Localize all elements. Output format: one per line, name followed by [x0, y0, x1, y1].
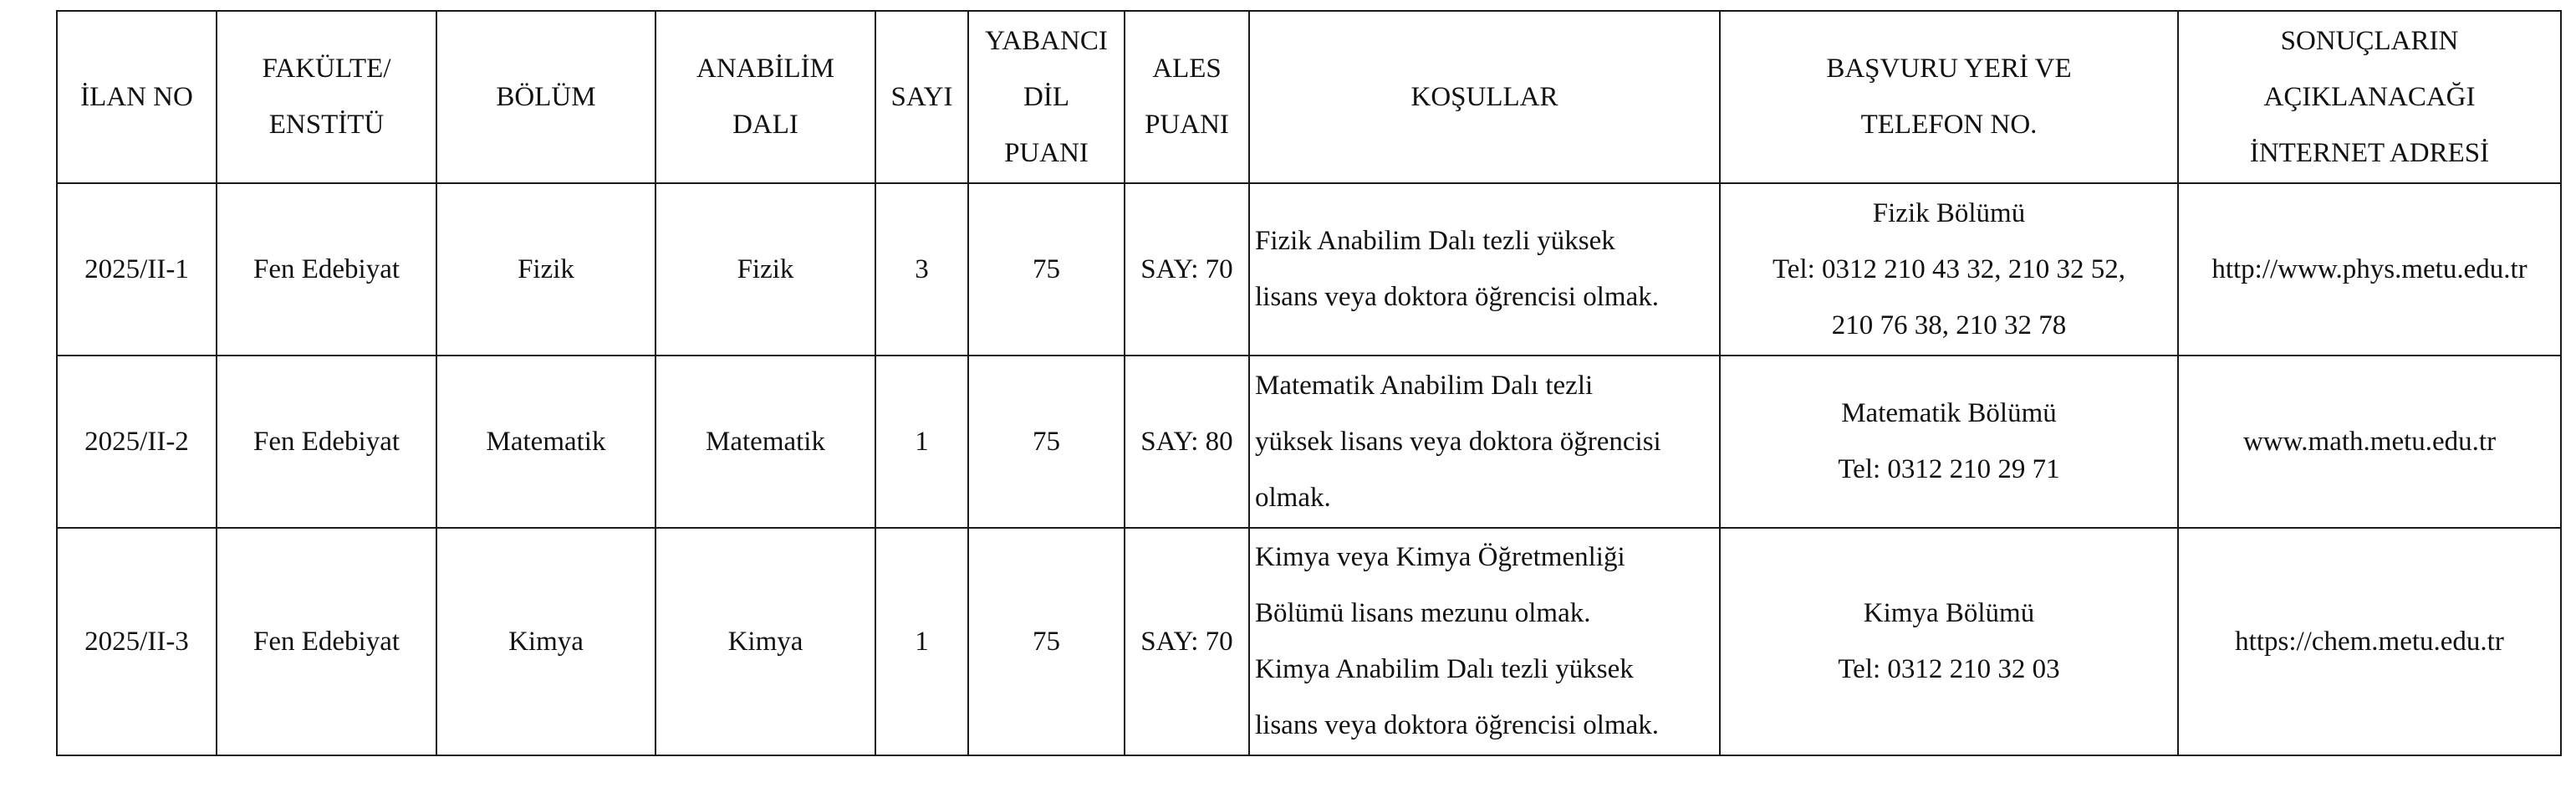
cell-kosullar: Fizik Anabilim Dalı tezli yüksek lisans veya doktora öğrencisi olmak. — [1249, 183, 1720, 356]
cell-sayi: 1 — [875, 356, 968, 528]
cell-web-link[interactable]: https://chem.metu.edu.tr — [2178, 528, 2561, 755]
header-yabanci-dil-puani: YABANCI DİL PUANI — [968, 11, 1125, 183]
cell-web-link[interactable]: http://www.phys.metu.edu.tr — [2178, 183, 2561, 356]
cell-ilan-no: 2025/II-2 — [57, 356, 217, 528]
cell-bolum: Fizik — [436, 183, 655, 356]
table-row — [57, 528, 2561, 755]
header-sonuc-adresi: SONUÇLARIN AÇIKLANACAĞI İNTERNET ADRESİ — [2178, 11, 2561, 183]
cell-yabanci: 75 — [968, 356, 1125, 528]
announcement-table — [56, 10, 2562, 756]
cell-bolum: Kimya — [436, 528, 655, 755]
header-fakulte: FAKÜLTE/ ENSTİTÜ — [217, 11, 436, 183]
header-basvuru: BAŞVURU YERİ VE TELEFON NO. — [1720, 11, 2178, 183]
cell-yabanci: 75 — [968, 528, 1125, 755]
header-bolum: BÖLÜM — [436, 11, 655, 183]
cell-basvuru: Fizik Bölümü Tel: 0312 210 43 32, 210 32 52, 210 76 38, 210 32 78 — [1720, 183, 2178, 356]
cell-bolum: Matematik — [436, 356, 655, 528]
cell-web-link[interactable]: www.math.metu.edu.tr — [2178, 356, 2561, 528]
cell-anabilim: Fizik — [655, 183, 875, 356]
cell-ilan-no: 2025/II-1 — [57, 183, 217, 356]
cell-ales: SAY: 70 — [1125, 528, 1249, 755]
cell-fakulte: Fen Edebiyat — [217, 356, 436, 528]
header-sayi: SAYI — [875, 11, 968, 183]
header-ilan-no: İLAN NO — [57, 11, 217, 183]
cell-kosullar: Matematik Anabilim Dalı tezli yüksek lisans veya doktora öğrencisi olmak. — [1249, 356, 1720, 528]
header-anabilim: ANABİLİM DALI — [655, 11, 875, 183]
header-ales-puani: ALES PUANI — [1125, 11, 1249, 183]
cell-anabilim: Kimya — [655, 528, 875, 755]
cell-basvuru: Matematik Bölümü Tel: 0312 210 29 71 — [1720, 356, 2178, 528]
cell-fakulte: Fen Edebiyat — [217, 528, 436, 755]
cell-basvuru: Kimya Bölümü Tel: 0312 210 32 03 — [1720, 528, 2178, 755]
cell-ales: SAY: 70 — [1125, 183, 1249, 356]
cell-sayi: 3 — [875, 183, 968, 356]
table-row — [57, 356, 2561, 528]
cell-anabilim: Matematik — [655, 356, 875, 528]
header-row — [57, 11, 2561, 183]
cell-ales: SAY: 80 — [1125, 356, 1249, 528]
cell-fakulte: Fen Edebiyat — [217, 183, 436, 356]
table-row — [57, 183, 2561, 356]
cell-ilan-no: 2025/II-3 — [57, 528, 217, 755]
header-kosullar: KOŞULLAR — [1249, 11, 1720, 183]
cell-kosullar: Kimya veya Kimya Öğretmenliği Bölümü lisans mezunu olmak. Kimya Anabilim Dalı tezli yüksek lisans veya doktora öğrencisi olmak. — [1249, 528, 1720, 755]
cell-sayi: 1 — [875, 528, 968, 755]
cell-yabanci: 75 — [968, 183, 1125, 356]
